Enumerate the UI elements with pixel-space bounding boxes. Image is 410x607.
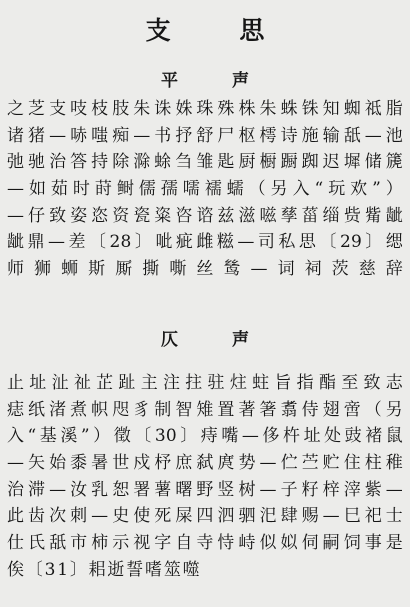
section-heading-ping-sheng: 平 声 xyxy=(161,71,273,91)
page-title: 支 思 xyxy=(145,16,295,45)
text-line: —仔致姿恣资瓷粢咨谘兹滋嗞孳菑缁赀觜龇 xyxy=(7,205,403,226)
section-heading-ze-sheng: 仄 声 xyxy=(161,330,273,350)
text-line: 弛驰治答持除滁蜍刍雏匙厨橱蹰踟迟墀储篪 xyxy=(7,152,403,173)
ping-sheng-section xyxy=(7,96,403,283)
text-line: 此齿次刺—史使死屎四泗驷汜肆赐—巳祀士 xyxy=(7,506,403,527)
text-line: 师狮蛳斯厮撕嘶丝鸶—词祠茨慈辞 xyxy=(7,259,403,280)
text-line: 治滞—汝乳恕署薯曙野竖树—子籽梓滓紫— xyxy=(7,479,403,500)
text-line: —如茹时莳鲥儒孺嚅襦蠕（另入“玩欢”） xyxy=(7,179,403,200)
text-line: —矢始黍暑世戍杼庶弑庹势—伫苎贮住柱稚 xyxy=(7,453,403,474)
text-line: 止址沚祉芷趾主注拄驻炷蛀旨指酯至致志 xyxy=(7,373,403,393)
text-line: 俟〔31〕耜逝誓嗜筮噬 xyxy=(7,559,202,580)
text-line: 仕氏舐市柿示视字自寺恃峙似姒伺嗣饲事是 xyxy=(7,533,403,554)
text-line: 入“基溪”）徵〔30〕痔嘴—侈杵址处豉褚鼠 xyxy=(7,426,403,447)
ze-sheng-section xyxy=(7,370,403,584)
text-line: 之芝支吱枝肢朱诛姝珠殊株朱蛛铢知蜘祗脂 xyxy=(7,99,403,119)
text-line: 龇鼎—差〔28〕呲疵雌糍—司私思〔29〕缌 xyxy=(7,232,403,253)
text-line: 痣纸渚煮帜咫豸制智雉置著箸翥侍翅啻（另 xyxy=(7,399,403,420)
text-line: 诸猪—哧嗤痴—书抒舒尸枢樗诗施输舐—池 xyxy=(7,125,403,146)
